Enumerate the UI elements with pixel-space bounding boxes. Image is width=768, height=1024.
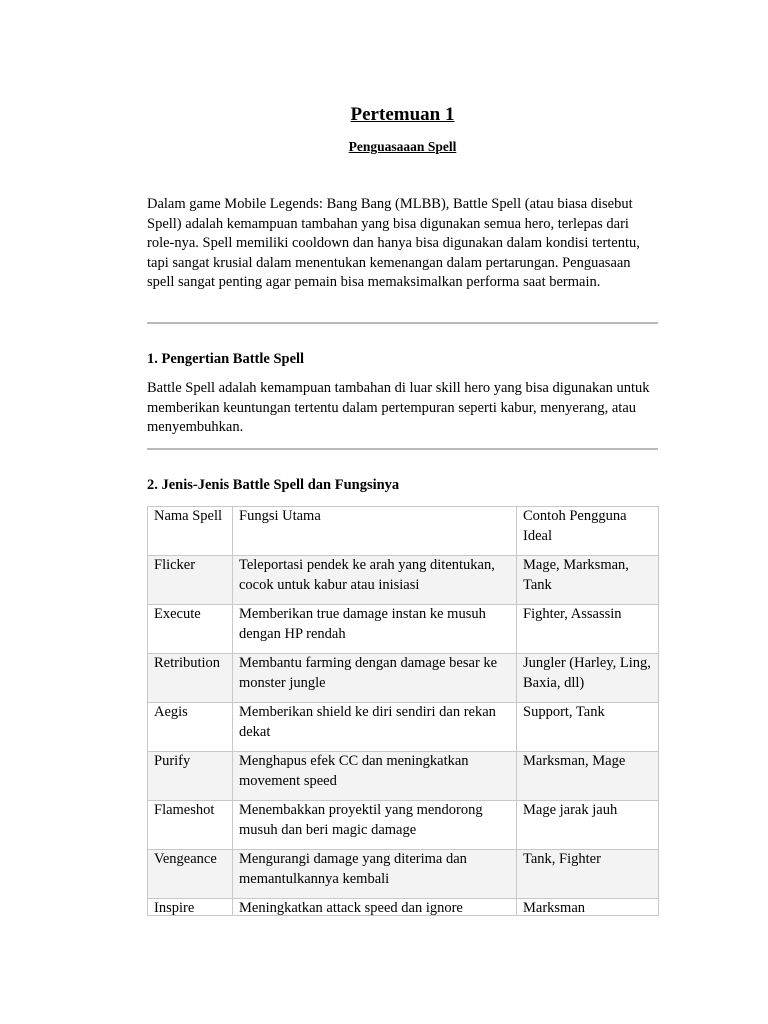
table-row <box>148 850 659 899</box>
spell-function-cell: Memberikan shield ke diri sendiri dan rekan dekat <box>233 703 517 752</box>
table-header-cell: Contoh Pengguna Ideal <box>517 507 659 556</box>
cell-text: Marksman <box>523 900 586 915</box>
spell-user-cell: Fighter, Assassin <box>517 605 659 654</box>
spell-function-cell: Membantu farming dengan damage besar ke monster jungle <box>233 654 517 703</box>
spell-name-cell: Execute <box>148 605 233 654</box>
spell-function-cell: Memberikan true damage instan ke musuh dengan HP rendah <box>233 605 517 654</box>
spell-name-cell: Purify <box>148 752 233 801</box>
spell-user-cell: Mage, Marksman, Tank <box>517 556 659 605</box>
spell-function-cell <box>233 899 517 916</box>
table-row <box>148 654 659 703</box>
table-header-row <box>148 507 659 556</box>
document-subtitle: Penguasaaan Spell <box>348 139 457 154</box>
spell-function-cell: Mengurangi damage yang diterima dan memantulkannya kembali <box>233 850 517 899</box>
table-header-cell: Nama Spell <box>148 507 233 556</box>
spell-name-cell: Aegis <box>148 703 233 752</box>
table-row <box>148 801 659 850</box>
spell-function-cell: Menghapus efek CC dan meningkatkan movement speed <box>233 752 517 801</box>
spell-user-cell: Marksman, Mage <box>517 752 659 801</box>
section-paragraph-pengertian: Battle Spell adalah kemampuan tambahan di luar skill hero yang bisa digunakan untuk memberikan keuntungan tertentu dalam pertempuran seperti kabur, menyerang, atau menyembuhkan. <box>147 380 650 436</box>
spell-name-cell <box>148 899 233 916</box>
table-row <box>148 556 659 605</box>
section-heading-pengertian: 1. Pengertian Battle Spell <box>147 351 305 367</box>
spell-user-cell: Jungler (Harley, Ling, Baxia, dll) <box>517 654 659 703</box>
cell-text: Meningkatkan attack speed dan ignore <box>239 900 463 915</box>
table-row <box>148 752 659 801</box>
spell-user-cell: Tank, Fighter <box>517 850 659 899</box>
table-row <box>148 899 659 916</box>
table-row <box>148 605 659 654</box>
table-row <box>148 703 659 752</box>
horizontal-rule <box>147 322 658 324</box>
spell-user-cell: Support, Tank <box>517 703 659 752</box>
spell-name-cell: Flicker <box>148 556 233 605</box>
spell-function-cell: Teleportasi pendek ke arah yang ditentukan, cocok untuk kabur atau inisiasi <box>233 556 517 605</box>
cell-text: Inspire <box>154 900 195 915</box>
spell-name-cell: Retribution <box>148 654 233 703</box>
section-heading-jenis: 2. Jenis-Jenis Battle Spell dan Fungsinya <box>147 477 400 493</box>
spell-table <box>147 506 659 916</box>
document-title: Pertemuan 1 <box>350 104 455 125</box>
spell-user-cell <box>517 899 659 916</box>
horizontal-rule <box>147 448 658 450</box>
intro-paragraph: Dalam game Mobile Legends: Bang Bang (MLBB), Battle Spell (atau biasa disebut Spell) adalah kemampuan tambahan yang bisa digunakan semua hero, terlepas dari role-nya. Spell memiliki cooldown dan hanya bisa digunakan dalam kondisi tertentu, tapi sangat krusial dalam menentukan kemenangan dalam pertarungan. Penguasaan spell sangat penting agar pemain bisa memaksimalkan performa saat bermain. <box>147 196 640 291</box>
spell-user-cell: Mage jarak jauh <box>517 801 659 850</box>
spell-function-cell: Menembakkan proyektil yang mendorong musuh dan beri magic damage <box>233 801 517 850</box>
spell-name-cell: Flameshot <box>148 801 233 850</box>
spell-name-cell: Vengeance <box>148 850 233 899</box>
table-header-cell: Fungsi Utama <box>233 507 517 556</box>
